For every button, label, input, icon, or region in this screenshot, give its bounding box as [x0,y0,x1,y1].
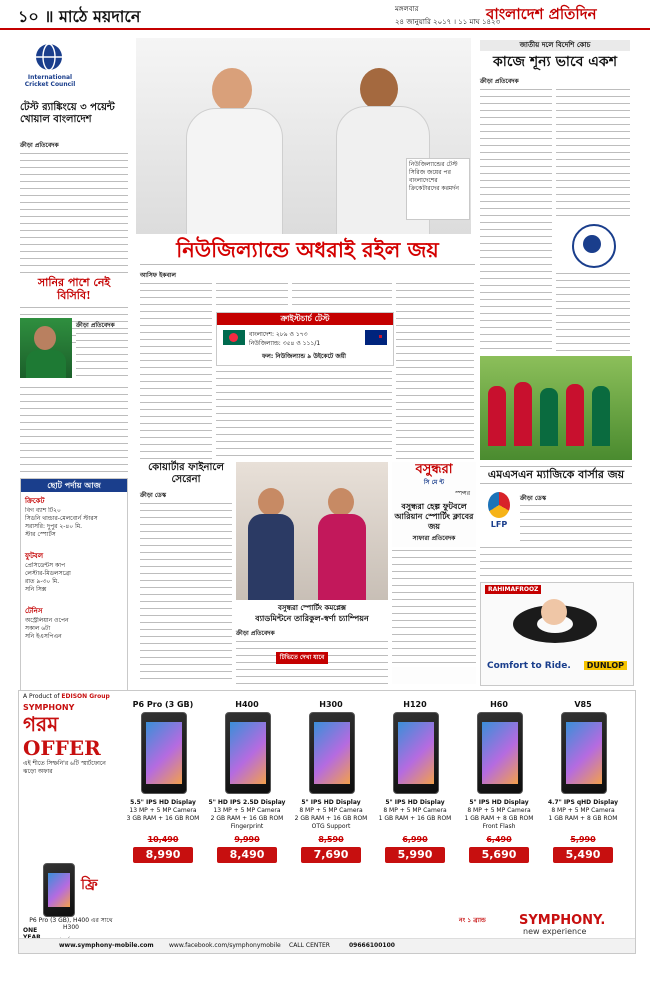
icc-globe-icon [34,42,64,72]
phone-camera: 8 MP + 5 MP Camera [551,807,615,814]
product-of-text: A Product of [23,693,60,700]
phone-old-price: 10,490 [147,835,179,844]
phone-extra: OTG Support [311,823,351,830]
masthead-day: মঙ্গলবার [395,5,419,13]
phone-new-price: 5,490 [553,847,613,863]
serena-byline: ক্রীড়া ডেস্ক [140,492,167,499]
phone-old-price: 9,990 [234,835,260,844]
main-headline: নিউজিল্যান্ডে অধরাই রইল জয় [140,236,475,265]
tv-item-sport: ফুটবল [25,552,44,560]
phone-memory: 2 GB RAM + 16 GB ROM [294,815,368,822]
tv-item-detail: প্রেসিডেন্টস কাপ লেস্টার-মিডলসব্রো রাত ৯-৩০ মি. সনি সিক্স [25,562,71,593]
hotline-number: 09666100100 [349,942,395,949]
main-body-2 [216,280,288,308]
phone-camera: 8 MP + 5 MP Camera [299,807,363,814]
photo-caption-box [406,158,470,220]
paper-name: বাংলাদেশ প্রতিদিন [486,5,597,23]
phone-extra: Fingerprint [230,823,264,830]
ranking-headline: টেস্ট র‍্যাঙ্কিংয়ে ৩ পয়েন্ট খোয়াল বাংলাদেশ [20,102,115,125]
phone-camera: 8 MP + 5 MP Camera [467,807,531,814]
bashundhara-byline: সাফারা প্রতিবেদক [412,535,456,542]
phone-memory: 1 GB RAM + 8 GB ROM [464,815,534,822]
phone-display: 5" IPS HD Display [385,799,445,806]
score-right: নিউজিল্যান্ড: ৩৫৪ ও ১১১/1 [249,340,321,347]
icc-logo-text: International Cricket Council [24,74,76,88]
phone-image-icon [141,712,187,794]
lfp-text: LFP [490,520,508,529]
phone-model: H400 [235,700,259,709]
facebook-link[interactable]: www.facebook.com/symphonymobile [169,942,281,949]
tv-item-tennis [21,602,127,649]
tv-item-sport: টেনিস [25,607,43,615]
tv-item-detail: বিগ ব্যাশ টি২০ সিডনি থান্ডার-মেলবোর্ন স্টারস সরাসরি: দুপুর ২-৪০ মি. স্টার স্পোর্টস [25,507,98,538]
offer-title: গরম OFFER [23,712,101,760]
phone-memory: 1 GB RAM + 8 GB ROM [548,815,618,822]
coach-kicker: জাতীয় দলে বিদেশি কোচ [480,40,630,51]
icc-logo [20,42,80,98]
phone-new-price: 7,690 [301,847,361,863]
phone-new-price: 8,990 [133,847,193,863]
sunny-headline: সানির পাশে নেই বিসিবি! [20,276,128,302]
offer-sub: এই শীতে সিম্ফনি'র ৬টি স্মার্টফোনে ঝড়ো অফার [23,760,106,775]
offer-panel [23,703,119,783]
player-left [176,50,286,234]
phone-display: 5.5" IPS HD Display [130,799,196,806]
phone-old-price: 5,990 [570,835,596,844]
scorecard [216,312,394,366]
lfp-icon [488,492,510,518]
edison-label [23,693,110,700]
badminton-byline: ক্রীড়া প্রতিবেদক [236,630,275,637]
phone-new-price: 5,990 [385,847,445,863]
badminton-inset: টিভিতে দেখা যাবে [276,652,328,664]
coach-body-2 [556,86,630,218]
phone-old-price: 8,590 [318,835,344,844]
bundle-phone-icon [43,863,75,917]
main-body-1 [140,280,212,460]
masthead [0,0,650,30]
phone-model: H120 [403,700,427,709]
badminton-headline: ব্যাডমিন্টনে তারিকুল-স্বর্ণা চ্যাম্পিয়ন [255,613,369,623]
phone-image-icon [225,712,271,794]
phone-model: H300 [319,700,343,709]
phone-image-icon [477,712,523,794]
coach-body-3 [556,270,630,352]
phone-memory: 2 GB RAM + 16 GB ROM [210,815,284,822]
call-center-label: CALL CENTER [289,942,330,949]
phone-model: P6 Pro (3 GB) [132,700,194,709]
main-body-3 [292,280,392,308]
sunny-body [20,384,128,474]
phone-card [459,699,539,919]
football-team-photo [480,356,632,460]
tv-item-cricket [21,492,127,547]
newzealand-flag-icon [365,330,387,345]
bashundhara-sponsor: স্পন্সর [455,490,470,497]
tyre-ad [480,582,634,686]
phone-new-price: 8,490 [217,847,277,863]
sunny-byline: ক্রীড়া প্রতিবেদক [76,322,115,329]
phone-model: H60 [490,700,508,709]
main-body-4 [396,280,474,460]
phone-card [207,699,287,919]
phone-image-icon [561,712,607,794]
sunny-photo [20,318,72,378]
bashundhara-logo: বসুন্ধরা [415,462,453,477]
score-left: বাংলাদেশ: ২৮৯ ও ১৭৩ [249,331,308,338]
symphony-tagline: new experience [523,927,587,936]
baby-icon [541,599,567,625]
phone-camera: 13 MP + 5 MP Camera [213,807,281,814]
bff-badge-icon [572,224,616,268]
serena-body [140,500,232,684]
phone-card [375,699,455,919]
website-link[interactable]: www.symphony-mobile.com [59,942,154,949]
barca-body [480,544,632,578]
serena-headline: কোয়ার্টার ফাইনালে সেরেনা [148,462,224,485]
phone-image-icon [393,712,439,794]
phones-row [123,699,631,919]
phone-memory: 3 GB RAM + 16 GB ROM [126,815,200,822]
phone-model: V85 [574,700,592,709]
coach-byline: ক্রীড়া প্রতিবেদক [480,78,519,85]
footer-bar [19,938,635,953]
tv-item-sport: ক্রিকেট [25,497,45,505]
edison-group-text: EDISON Group [61,693,110,700]
phone-display: 5" IPS HD Display [301,799,361,806]
phone-display: 5" IPS HD Display [469,799,529,806]
tyre-ad-brand: RAHIMAFROOZ [485,585,541,594]
sunny-body-side [76,330,128,378]
tv-item-detail: অস্ট্রেলিয়ান ওপেন সকাল ৬টা সনি ইএসপিএন [25,617,69,640]
phone-camera: 13 MP + 5 MP Camera [129,807,197,814]
phone-extra: Front Flash [482,823,516,830]
phone-card [543,699,623,919]
phone-memory: 1 GB RAM + 16 GB ROM [378,815,452,822]
bundle-title: P6 Pro (3 GB), H400 এর সাথে H300 [29,917,113,931]
bashundhara-logo-sub: সি মে ন্ট [423,479,445,486]
dunlop-logo: DUNLOP [584,661,627,670]
phone-camera: 8 MP + 5 MP Camera [383,807,447,814]
scorecard-result: ফল: নিউজিল্যান্ড ৯ উইকেটে জয়ী [261,353,346,360]
bashundhara-box [392,462,476,684]
phone-display: 5" HD IPS 2.5D Display [208,799,286,806]
phone-new-price: 5,690 [469,847,529,863]
coach-headline: কাজে শূন্য ভাবে একশ [493,54,617,70]
bashundhara-headline: বসুন্ধরা হেল্প ফুটবলে আরিয়ান স্পোর্টিং ক্লাবের জয় [394,501,474,531]
masthead-date: ২৪ জানুয়ারি ২০১৭ । ১১ মাঘ ১৪২৩ [395,18,501,26]
badminton-caption: বসুন্ধরা স্পোর্টিং কমপ্লেক্স [277,603,347,612]
phone-old-price: 6,990 [402,835,428,844]
scorecard-title: ক্রাইস্টচার্চ টেস্ট [217,313,393,325]
tv-schedule-title: ছোট পর্দায় আজ [21,479,127,492]
section-title: ১০ ॥ মাঠে ময়দানে [18,7,141,26]
tv-schedule [20,478,128,692]
photo-caption: নিউজিল্যান্ডের টেস্ট সিরিজ জয়ের পর বাংলাদেশের ক্রিকেটারদের করমর্দন [409,161,459,192]
bashundhara-body [392,547,476,667]
symphony-brand: SYMPHONY. [519,913,606,928]
ranking-byline: ক্রীড়া প্রতিবেদক [20,142,59,149]
main-body-5 [216,368,392,460]
number-one-badge: নং ১ ব্র্যান্ড [459,917,486,924]
tyre-ad-slogan: Comfort to Ride. [487,661,571,671]
coach-body-1 [480,86,552,352]
barca-headline: এমএসএন ম্যাজিকে বার্সার জয় [480,466,632,484]
phone-image-icon [309,712,355,794]
warranty-badge: ONE [23,927,38,934]
phone-card [123,699,203,919]
main-photo [136,38,471,234]
bundle-panel [23,863,119,931]
bundle-tag: ফ্রি [81,877,98,893]
symphony-ad [18,690,636,954]
phone-old-price: 6,490 [486,835,512,844]
phone-display: 4.7" IPS qHD Display [547,799,618,806]
phone-card [291,699,371,919]
main-byline: আসিফ ইকবাল [140,272,177,279]
tv-item-football [21,547,127,602]
barca-byline: ক্রীড়া ডেস্ক [520,495,547,502]
lfp-logo [482,492,516,532]
offer-brand: SYMPHONY [23,703,75,712]
barca-body-side [520,502,632,542]
badminton-photo [236,462,388,600]
bangladesh-flag-icon [223,330,245,345]
